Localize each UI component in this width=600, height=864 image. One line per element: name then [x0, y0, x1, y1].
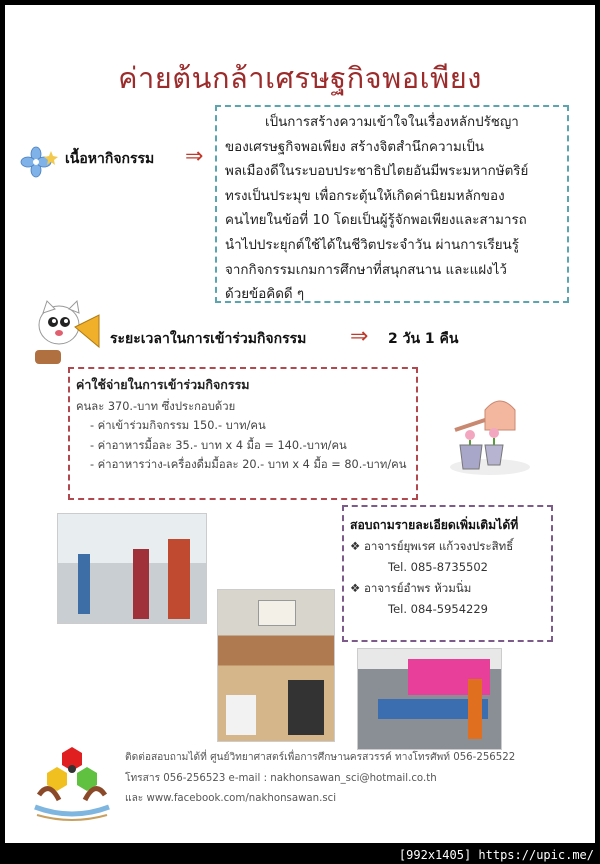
content-label: เนื้อหากิจกรรม [65, 151, 155, 167]
contact-box [342, 505, 553, 642]
contact-heading: สอบถามรายละเอียดเพิ่มเติมได้ที่ [350, 518, 519, 532]
duration-value: 2 วัน 1 คืน [388, 331, 459, 347]
footer-contact [125, 748, 515, 810]
content-line: นำไปประยุกต์ใช้ได้ในชีวิตประจำวัน ผ่านการเรียนรู้ [225, 237, 519, 253]
contact-name: อาจารย์ยุพเรศ แก้วจงประสิทธิ์ [363, 539, 514, 553]
cost-item: - ค่าอาหารมื้อละ 35.- บาท x 4 มื้อ = 140.-บาท/คน [90, 438, 347, 452]
footer-line: โทรสาร 056-256523 e-mail : nakhonsawan_sci@hotmail.co.th [125, 772, 437, 784]
content-line: คนไทยในข้อที่ 10 โดยเป็นผู้รู้จักพอเพียงและสามารถ [225, 213, 527, 229]
diamond-bullet-icon: ❖ [350, 539, 361, 553]
cost-item: - ค่าอาหารว่าง-เครื่องดื่มมื้อละ 20.- บาท x 4 มื้อ = 80.-บาท/คน [90, 458, 407, 471]
activity-photo [217, 589, 335, 742]
flyer-page [5, 5, 595, 843]
contact-phone: Tel. 084-5954229 [388, 602, 488, 616]
content-line: ด้วยข้อคิดดี ๆ [225, 287, 305, 303]
activity-photo [357, 648, 502, 750]
activity-photo [57, 513, 207, 624]
watermark: [992x1405] https://upic.me/ [398, 848, 594, 862]
mascot-megaphone-icon [29, 295, 109, 370]
arrow-right-icon: ⇒ [350, 324, 369, 349]
content-line: ของเศรษฐกิจพอเพียง สร้างจิตสำนึกความเป็น [225, 139, 485, 155]
content-line: พลเมืองดีในระบอบประชาธิปไตยอันมีพระมหากษัตริย์ [225, 164, 529, 180]
duration-label: ระยะเวลาในการเข้าร่วมกิจกรรม [110, 331, 307, 347]
content-line: เป็นการสร้างความเข้าใจในเรื่องหลักปรัชญา [265, 115, 519, 130]
footer-line: และ www.facebook.com/nakhonsawan.sci [125, 793, 337, 804]
science-center-logo [27, 745, 117, 825]
content-line: จากกิจกรรมเกมการศึกษาที่สนุกสนาน และแฝงไว้ [225, 262, 507, 278]
contact-phone: Tel. 085-8735502 [388, 560, 488, 574]
diamond-bullet-icon: ❖ [350, 581, 361, 595]
contact-name: อาจารย์อำพร ห้วมนิ่ม [363, 581, 472, 595]
footer-line: ติดต่อสอบถามได้ที่ ศูนย์วิทยาศาสตร์เพื่อการศึกษานครสวรรค์ ทางโทรศัพท์ 056-256522 [125, 752, 516, 763]
page-title: ค่ายต้นกล้าเศรษฐกิจพอเพียง [118, 61, 482, 95]
cost-heading: ค่าใช้จ่ายในการเข้าร่วมกิจกรรม [76, 377, 250, 392]
cost-item: - ค่าเข้าร่วมกิจกรรม 150.- บาท/คน [90, 419, 266, 432]
arrow-right-icon: ⇒ [185, 144, 204, 169]
content-line: ทรงเป็นประมุข เพื่อกระตุ้นให้เกิดค่านิยมหลักของ [225, 188, 505, 204]
flower-icon [19, 145, 59, 179]
cost-summary: คนละ 370.-บาท ซึ่งประกอบด้วย [76, 399, 236, 413]
cost-box [68, 367, 418, 500]
content-description-box [215, 105, 569, 303]
watering-can-plant-icon [440, 385, 535, 480]
